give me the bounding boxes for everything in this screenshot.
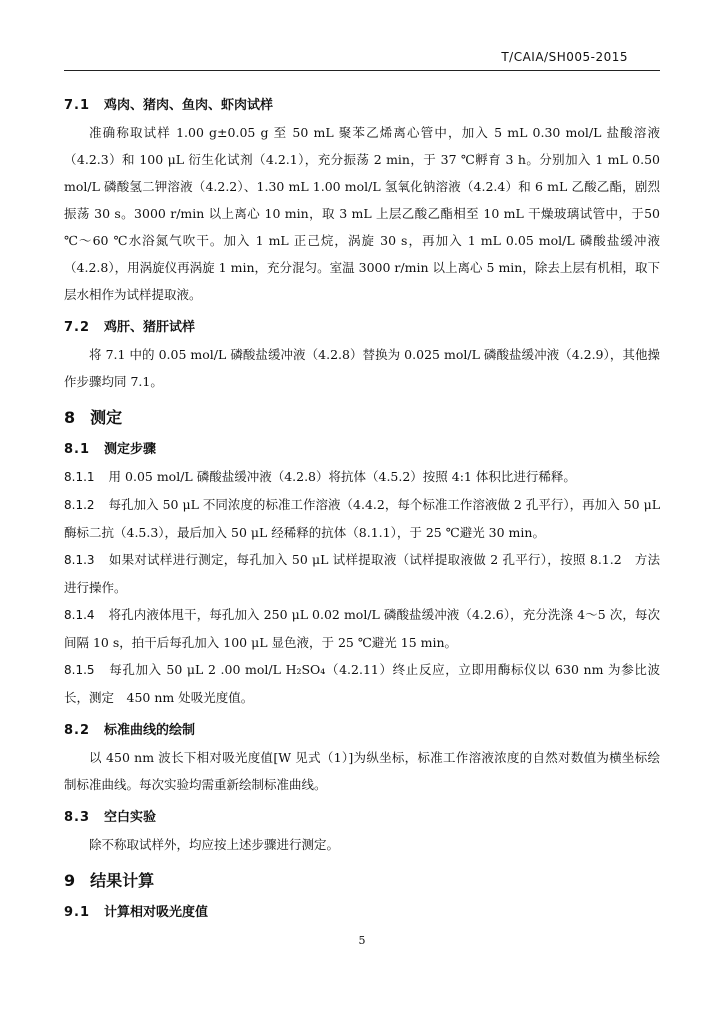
section-8-2-paragraph: 以 450 nm 波长下相对吸光度值[W 见式（1）]为纵坐标，标准工作溶液浓度的自然对数值为横坐标绘制标准曲线。每次实验均需重新绘制标准曲线。 — [64, 750, 660, 792]
step-text: 每孔加入 50 μL 不同浓度的标准工作溶液（4.4.2，每个标准工作溶液做 2 孔平行），再加入 50 μL 酶标二抗（4.5.3），最后加入 50 μL 经稀释的抗体（8.1.1），于 25 ℃避光 30 min。 — [64, 497, 660, 540]
step-text: 每孔加入 50 μL 2 .00 mol/L H₂SO₄（4.2.11）终止反应，立即用酶标仪以 630 nm 为参比波长，测定 450 nm 处吸光度值。 — [64, 662, 660, 705]
section-7-1-paragraph: 准确称取试样 1.00 g±0.05 g 至 50 mL 聚苯乙烯离心管中，加入 5 mL 0.30 mol/L 盐酸溶液（4.2.3）和 100 μL 衍生化试剂（4.2.1），充分振荡 2 min，于 37 ℃孵育 3 h。分别加入 1 mL 0.50 mol/L 磷酸氢二钾溶液（4.2.2）、1.30 mL 1.00 mol/L 氢氧化钠溶液（4.2.4）和 6 mL 乙酸乙酯，剧烈振荡 30 s。3000 r/min 以上离心 10 min，取 3 mL 上层乙酸乙酯相至 10 mL 干燥玻璃试管中，于50 ℃～60 ℃水浴氮气吹干。加入 1 mL 正己烷，涡旋 30 s，再加入 1 mL 0.05 mol/L 磷酸盐缓冲液（4.2.8），用涡旋仪再涡旋 1 min，充分混匀。室温 3000 r/min 以上离心 5 min，除去上层有机相，取下层水相作为试样提取液。 — [64, 125, 660, 302]
step-text: 如果对试样进行测定，每孔加入 50 μL 试样提取液（试样提取液做 2 孔平行），按照 8.1.2 方法进行操作。 — [64, 552, 660, 595]
section-title: 计算相对吸光度值 — [104, 905, 209, 920]
step-8-1-1 — [64, 463, 660, 491]
step-8-1-2 — [64, 491, 660, 546]
header-divider — [64, 70, 660, 71]
section-number: 9.1 — [64, 905, 91, 920]
page-number: 5 — [358, 934, 366, 947]
section-title: 标准曲线的绘制 — [104, 723, 196, 738]
step-number: 8.1.2 — [64, 498, 95, 512]
section-7-2-paragraph: 将 7.1 中的 0.05 mol/L 磷酸盐缓冲液（4.2.8）替换为 0.025 mol/L 磷酸盐缓冲液（4.2.9），其他操作步骤均同 7.1。 — [64, 347, 660, 389]
section-number: 7.1 — [64, 98, 91, 113]
step-8-1-3 — [64, 546, 660, 601]
section-number: 8.1 — [64, 442, 91, 457]
section-9-1-heading — [64, 901, 660, 920]
section-number: 9 — [64, 871, 77, 890]
section-number: 8.2 — [64, 723, 91, 738]
step-number: 8.1.4 — [64, 608, 95, 622]
section-9-heading — [64, 868, 660, 891]
document-body — [64, 86, 660, 926]
step-8-1-5 — [64, 656, 660, 711]
section-title: 测定 — [90, 408, 123, 427]
section-number: 7.2 — [64, 320, 91, 335]
section-8-2-heading — [64, 719, 660, 738]
section-title: 鸡肝、猪肝试样 — [104, 320, 196, 335]
section-title: 空白实验 — [104, 810, 157, 825]
step-number: 8.1.1 — [64, 470, 95, 484]
document-code: T/CAIA/SH005-2015 — [501, 50, 628, 64]
step-8-1-4 — [64, 601, 660, 656]
step-number: 8.1.3 — [64, 553, 95, 567]
section-8-3-paragraph: 除不称取试样外，均应按上述步骤进行测定。 — [89, 837, 340, 852]
section-8-3-heading — [64, 806, 660, 825]
section-7-1-heading — [64, 94, 660, 113]
section-number: 8 — [64, 408, 77, 427]
step-text: 将孔内液体甩干，每孔加入 250 μL 0.02 mol/L 磷酸盐缓冲液（4.2.6），充分洗涤 4～5 次，每次间隔 10 s，拍干后每孔加入 100 μL 显色液，于 25 ℃避光 15 min。 — [64, 607, 660, 650]
section-7-2-heading — [64, 316, 660, 335]
section-title: 鸡肉、猪肉、鱼肉、虾肉试样 — [104, 98, 274, 113]
section-number: 8.3 — [64, 810, 91, 825]
section-title: 结果计算 — [90, 871, 155, 890]
section-8-1-heading — [64, 438, 660, 457]
section-8-heading — [64, 405, 660, 428]
section-title: 测定步骤 — [104, 442, 157, 457]
step-number: 8.1.5 — [64, 663, 95, 677]
step-text: 用 0.05 mol/L 磷酸盐缓冲液（4.2.8）将抗体（4.5.2）按照 4:1 体积比进行稀释。 — [108, 469, 576, 484]
